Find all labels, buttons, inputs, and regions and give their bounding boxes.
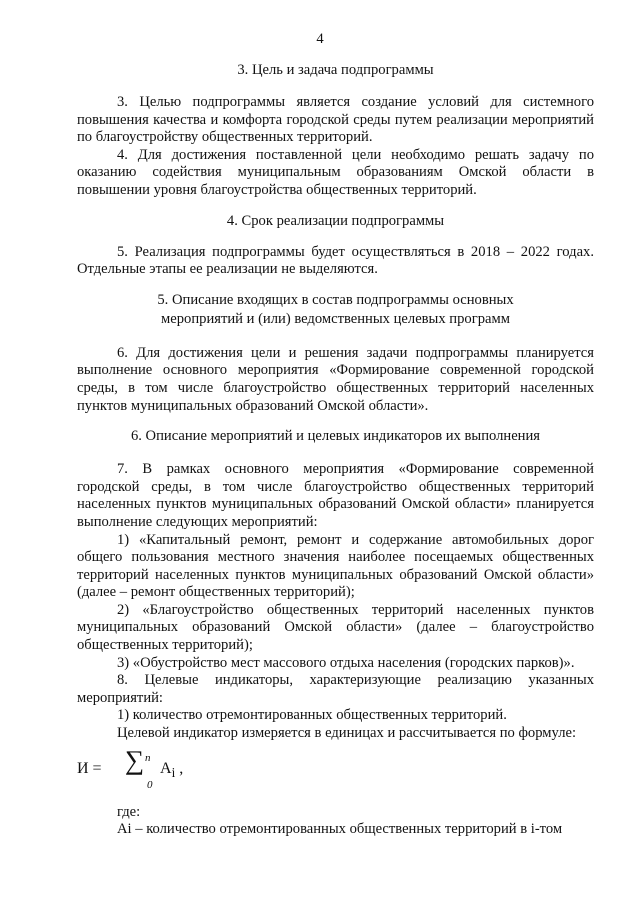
paragraph: Целевой индикатор измеряется в единицах и рассчитывается по формуле: xyxy=(117,725,577,742)
definition-line: Ai – количество отремонтированных общественных территорий в i-том xyxy=(117,821,563,838)
list-item: 1) количество отремонтированных общественных территорий. xyxy=(117,707,507,724)
formula-variable: A xyxy=(160,759,172,777)
section-title: 3. Цель и задача подпрограммы xyxy=(237,62,434,78)
paragraph: 7. В рамках основного мероприятия «Формирование современной городской среды, в том числе благоустройство общественных территорий населенных пунктов муниципальных образований Омской области» планируется выполнение следующих мероприятий: xyxy=(77,461,594,530)
formula-rhs xyxy=(160,760,183,782)
list-item: 2) «Благоустройство общественных территорий населенных пунктов муниципальных образований Омской области» (далее – благоустройство общественных территорий); xyxy=(77,601,594,654)
formula-lhs: И = xyxy=(77,759,102,777)
sum-lower-limit: 0 xyxy=(147,778,153,791)
sum-upper-limit: n xyxy=(145,751,151,764)
section-title-line: мероприятий и (или) ведомственных целевых программ xyxy=(161,310,510,327)
formula-tail: , xyxy=(175,759,184,777)
sum-symbol: ∑ xyxy=(125,744,145,775)
formula-index: i xyxy=(171,764,176,780)
section-goal xyxy=(77,61,594,200)
paragraph: 4. Для достижения поставленной цели необходимо решать задачу по оказанию содействия муниципальным образованиям Омской области в повышении уровня благоустройства общественных территорий. xyxy=(77,146,594,198)
section-indicators xyxy=(77,427,594,839)
paragraph: 3. Целью подпрограммы является создание условий для системного повышения качества и комфорта городской среды путем реализации мероприятий по благоустройству общественных территорий. xyxy=(77,94,594,146)
list-item: 3) «Обустройство мест массового отдыха населения (городских парков)». xyxy=(117,654,575,671)
list-item: 1) «Капитальный ремонт, ремонт и содержание автомобильных дорог общего пользования местного значения наиболее посещаемых общественных территорий населенных пунктов муниципальных образований Омской области» (далее – ремонт общественных территорий); xyxy=(77,531,594,601)
section-title xyxy=(77,291,594,329)
where-label: где: xyxy=(117,803,141,820)
section-title: 4. Срок реализации подпрограммы xyxy=(226,212,445,229)
page-number: 4 xyxy=(316,31,324,47)
section-term xyxy=(77,212,594,279)
section-title: 6. Описание мероприятий и целевых индикаторов их выполнения xyxy=(130,428,541,445)
section-title-line: 5. Описание входящих в состав подпрограммы основных xyxy=(157,291,514,308)
paragraph: 5. Реализация подпрограммы будет осуществляться в 2018 – 2022 годах. Отдельные этапы ее реализации не выделяются. xyxy=(77,243,594,278)
paragraph: 6. Для достижения цели и решения задачи подпрограммы планируется выполнение основного мероприятия «Формирование современной городской среды, в том числе благоустройство общественных территорий населенных пунктов муниципальных образований Омской области». xyxy=(77,344,594,414)
paragraph: 8. Целевые индикаторы, характеризующие реализацию указанных мероприятий: xyxy=(77,672,594,706)
formula xyxy=(77,744,594,798)
section-measures xyxy=(77,291,594,415)
page-content xyxy=(77,61,594,851)
